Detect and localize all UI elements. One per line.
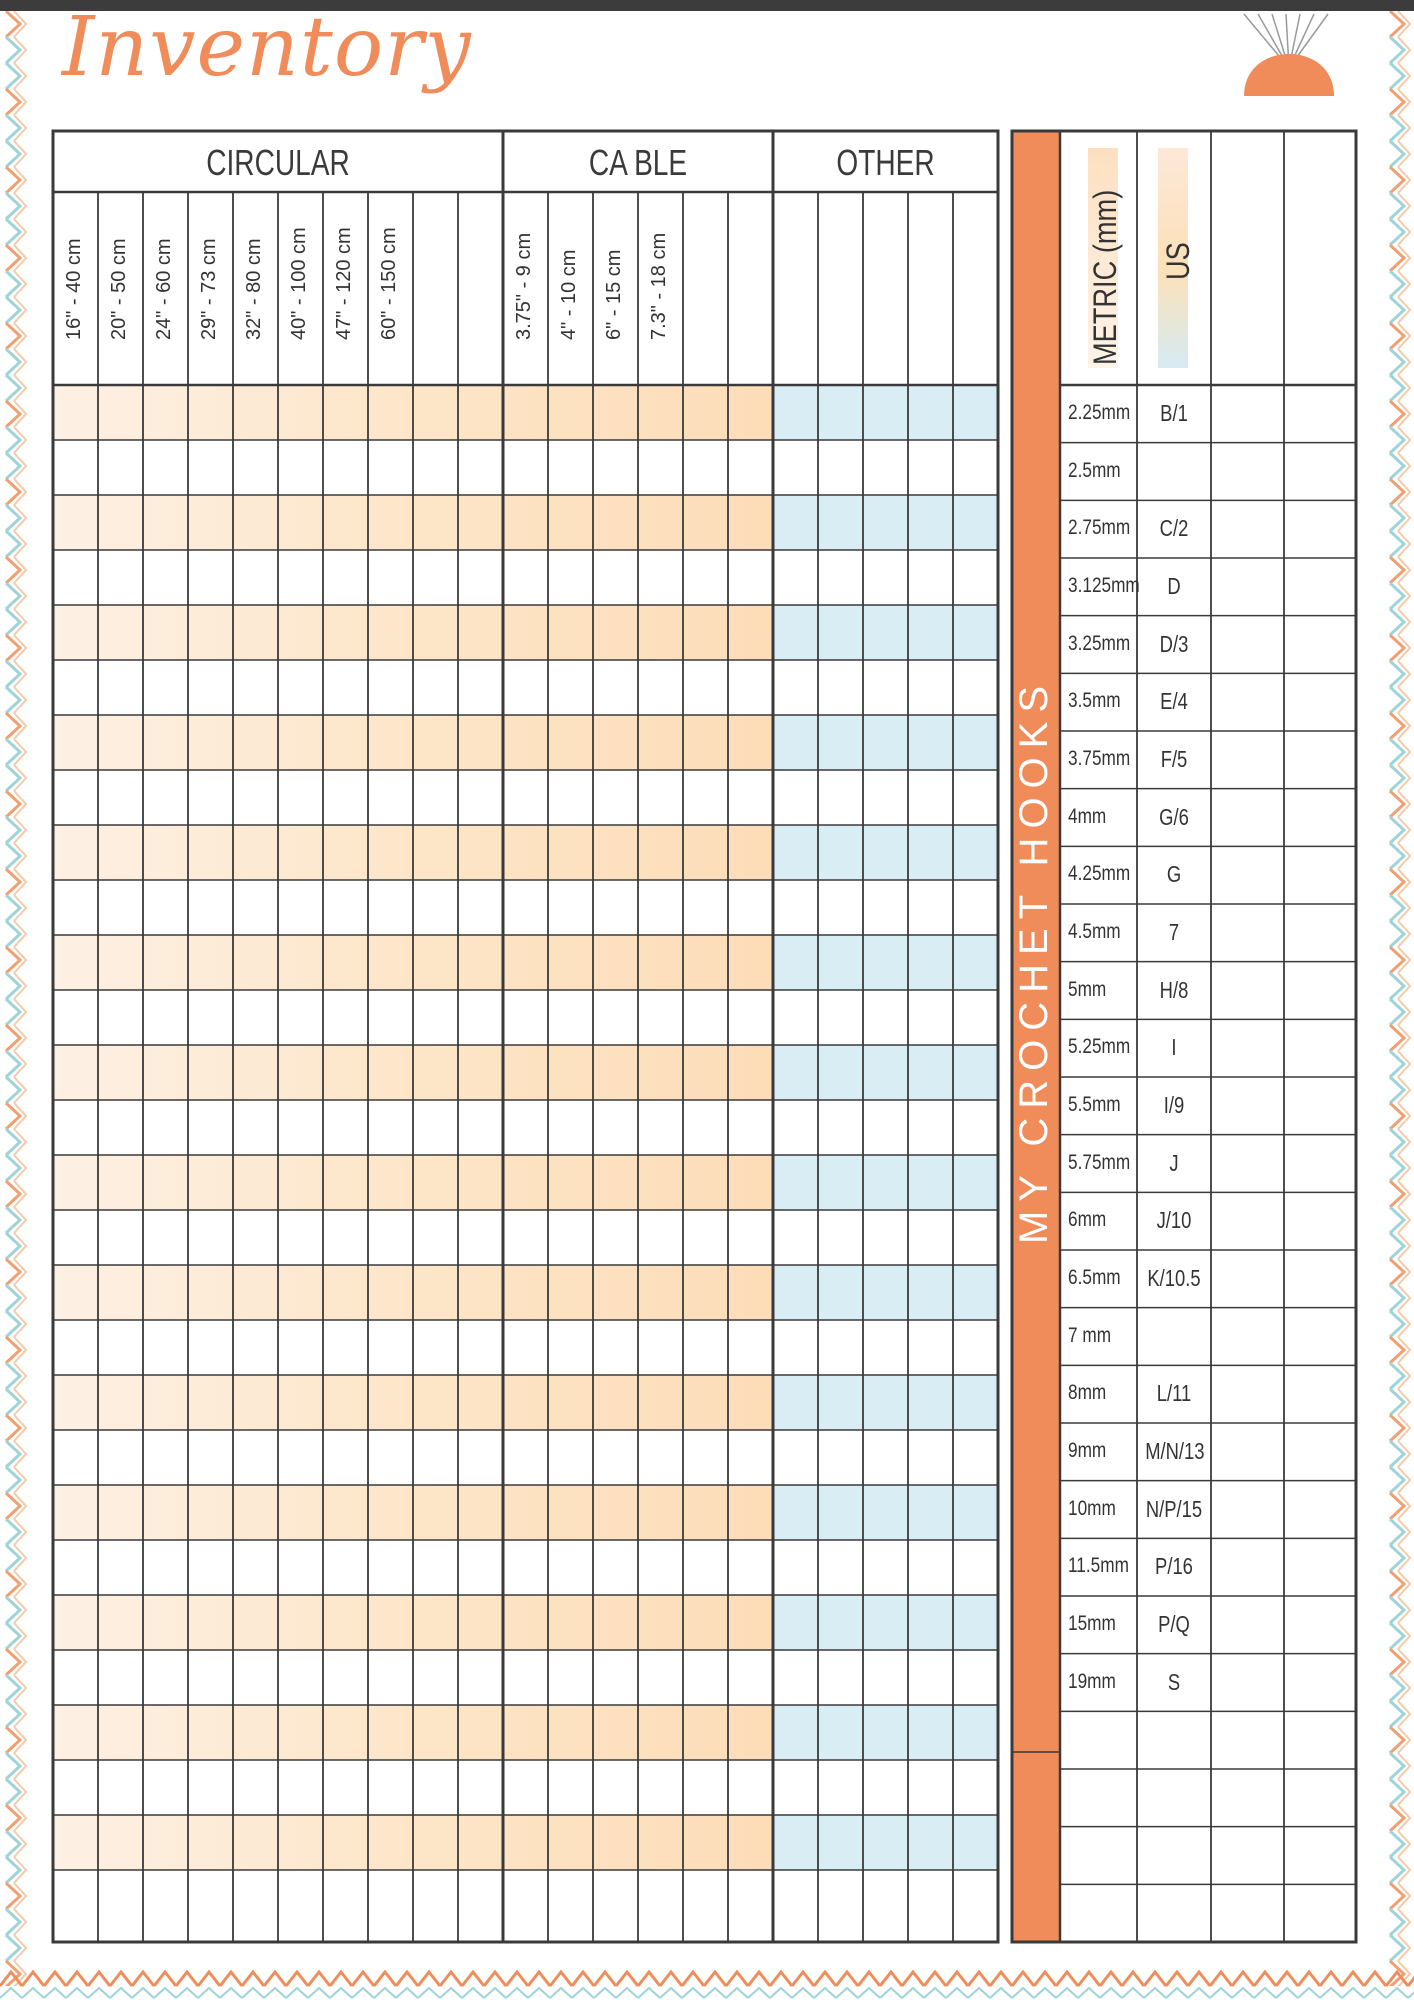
shaded-row-band-other bbox=[773, 605, 998, 660]
hook-metric-cell: 3.75mm bbox=[1068, 746, 1131, 770]
hook-us-cell: S bbox=[1167, 1668, 1181, 1695]
hook-metric-cell: 3.25mm bbox=[1068, 631, 1131, 655]
hook-metric-cell: 4.25mm bbox=[1068, 862, 1131, 886]
hook-us-cell: J/10 bbox=[1156, 1207, 1192, 1234]
hook-metric-cell: 5mm bbox=[1068, 977, 1107, 1001]
hook-us-cell: B/1 bbox=[1160, 399, 1188, 426]
hook-metric-cell: 4mm bbox=[1068, 804, 1107, 828]
hook-metric-cell: 3.125mm bbox=[1068, 573, 1140, 597]
hook-us-cell: G bbox=[1166, 861, 1182, 888]
hook-metric-cell: 11.5mm bbox=[1068, 1554, 1129, 1578]
hook-metric-cell: 5.75mm bbox=[1068, 1150, 1131, 1174]
circular-size-label: 47" - 120 cm bbox=[333, 227, 355, 340]
hook-metric-cell: 6.5mm bbox=[1068, 1265, 1121, 1289]
hook-us-cell: F/5 bbox=[1160, 745, 1188, 772]
circular-size-label: 60" - 150 cm bbox=[378, 227, 400, 340]
hook-metric-cell: 2.5mm bbox=[1068, 458, 1121, 482]
hook-us-cell: M/N/13 bbox=[1145, 1437, 1205, 1464]
hook-us-cell: J bbox=[1169, 1149, 1179, 1176]
shaded-row-band-other bbox=[773, 1815, 998, 1870]
hook-us-cell: H/8 bbox=[1159, 976, 1189, 1003]
circular-size-label: 20" - 50 cm bbox=[108, 238, 130, 340]
group-other-header: OTHER bbox=[836, 142, 935, 183]
us-header: US bbox=[1160, 242, 1196, 280]
hook-us-cell: L/11 bbox=[1156, 1380, 1192, 1407]
hook-metric-cell: 7 mm bbox=[1068, 1323, 1112, 1347]
circular-size-label: 24" - 60 cm bbox=[153, 238, 175, 340]
hook-metric-cell: 5.5mm bbox=[1068, 1092, 1121, 1116]
metric-header: METRIC (mm) bbox=[1087, 189, 1123, 365]
hook-us-cell: K/10.5 bbox=[1147, 1264, 1201, 1291]
hook-metric-cell: 9mm bbox=[1068, 1438, 1107, 1462]
hook-metric-cell: 19mm bbox=[1068, 1669, 1116, 1693]
cable-size-label: 3.75" - 9 cm bbox=[513, 232, 535, 340]
hook-metric-cell: 3.5mm bbox=[1068, 689, 1121, 713]
page-title: Inventory bbox=[62, 0, 472, 95]
shaded-row-band-other bbox=[773, 1705, 998, 1760]
hook-metric-cell: 10mm bbox=[1068, 1496, 1116, 1520]
shaded-row-band-other bbox=[773, 1265, 998, 1320]
hook-metric-cell: 5.25mm bbox=[1068, 1035, 1131, 1059]
shaded-row-band-other bbox=[773, 1155, 998, 1210]
circular-size-label: 16" - 40 cm bbox=[63, 238, 85, 340]
hook-metric-cell: 4.5mm bbox=[1068, 919, 1121, 943]
cable-size-label: 4" - 10 cm bbox=[558, 249, 580, 340]
shaded-row-band-other bbox=[773, 1045, 998, 1100]
circular-size-label: 32" - 80 cm bbox=[243, 238, 265, 340]
shaded-row-band-other bbox=[773, 385, 998, 440]
group-cable-header: CA BLE bbox=[588, 142, 688, 183]
hook-metric-cell: 6mm bbox=[1068, 1208, 1107, 1232]
shaded-row-band-other bbox=[773, 935, 998, 990]
shaded-row-band-other bbox=[773, 495, 998, 550]
hook-us-cell: 7 bbox=[1168, 918, 1180, 945]
hook-us-cell: D bbox=[1167, 572, 1181, 599]
hook-us-cell: I/9 bbox=[1163, 1091, 1185, 1118]
crochet-hooks-title bbox=[1012, 1194, 1062, 1244]
circular-size-label: 29" - 73 cm bbox=[198, 238, 220, 340]
hook-us-cell: C/2 bbox=[1159, 515, 1189, 542]
circular-size-label: 40" - 100 cm bbox=[288, 227, 310, 340]
shaded-row-band-other bbox=[773, 825, 998, 880]
shaded-row-band-other bbox=[773, 1485, 998, 1540]
hook-us-cell: D/3 bbox=[1159, 630, 1189, 657]
hook-us-cell: E/4 bbox=[1160, 688, 1188, 715]
hook-us-cell: N/P/15 bbox=[1145, 1495, 1203, 1522]
hook-us-cell: I bbox=[1171, 1034, 1177, 1061]
cable-size-label: 6" - 15 cm bbox=[603, 249, 625, 340]
hook-us-cell: P/16 bbox=[1155, 1553, 1193, 1580]
shaded-row-band-other bbox=[773, 1375, 998, 1430]
hook-metric-cell: 2.25mm bbox=[1068, 400, 1131, 424]
shaded-row-band-other bbox=[773, 715, 998, 770]
hook-metric-cell: 8mm bbox=[1068, 1381, 1107, 1405]
shaded-row-band-other bbox=[773, 1595, 998, 1650]
hook-metric-cell: 2.75mm bbox=[1068, 516, 1131, 540]
hook-metric-cell: 15mm bbox=[1068, 1611, 1116, 1635]
group-circular-header: CIRCULAR bbox=[206, 142, 350, 183]
cable-size-label: 7.3" - 18 cm bbox=[648, 232, 670, 340]
hook-us-cell: G/6 bbox=[1159, 803, 1189, 830]
hook-us-cell: P/Q bbox=[1158, 1610, 1190, 1637]
